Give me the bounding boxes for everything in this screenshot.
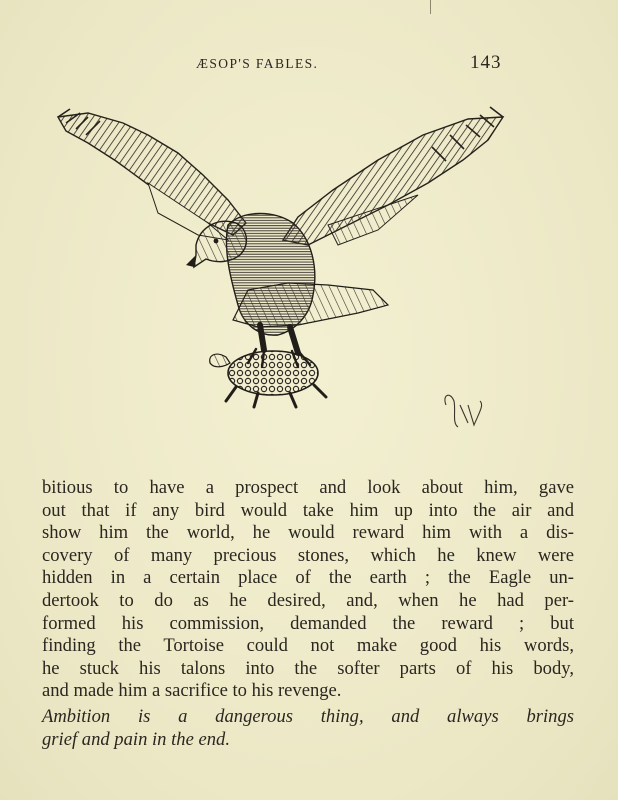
text-line: he stuck his talons into the softer parts of his body,: [42, 657, 574, 679]
running-title: ÆSOP'S FABLES.: [196, 56, 319, 71]
text-line: out that if any bird would take him up into the air and: [42, 499, 574, 521]
moral-line: grief and pain in the end.: [42, 728, 230, 750]
text-line: covery of many precious stones, which he knew were: [42, 544, 574, 566]
page-edge-mark: [430, 0, 431, 14]
text-line: dertook to do as he desired, and, when he had per-: [42, 589, 574, 611]
text-line: and made him a sacrifice to his revenge.: [42, 680, 342, 702]
page-number: 143: [470, 52, 502, 73]
eagle-left-wing: [58, 109, 246, 240]
text-line: formed his commission, demanded the reward ; but: [42, 612, 574, 634]
text-line: show him the world, he would reward him with a dis-: [42, 522, 574, 544]
text-line: bitious to have a prospect and look about him, gave: [42, 477, 574, 498]
page-header: [0, 48, 618, 78]
text-line: finding the Tortoise could not make good his words,: [42, 635, 574, 657]
fable-moral: [42, 706, 574, 751]
eagle-tortoise-illustration: [28, 105, 528, 455]
eagle-right-wing: [283, 107, 503, 245]
text-line: hidden in a certain place of the earth ; the Eagle un-: [42, 567, 574, 589]
fable-text: [42, 477, 574, 703]
moral-line: Ambition is a dangerous thing, and always brings: [42, 706, 574, 727]
